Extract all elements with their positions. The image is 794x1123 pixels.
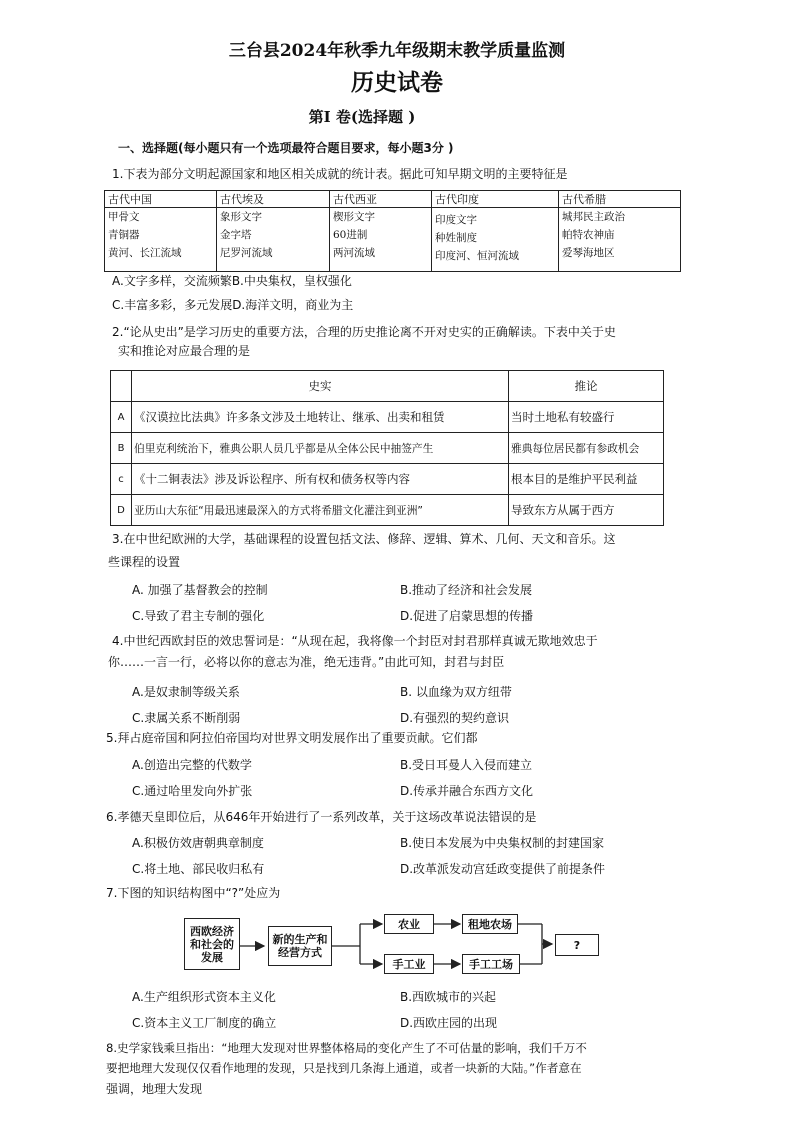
- q6-option-a: A.积极仿效唐朝典章制度: [132, 836, 264, 850]
- table-row: [111, 495, 664, 526]
- subject-title: 历史试卷: [351, 69, 443, 96]
- q7-stem: 7.下图的知识结构图中“?”处应为: [106, 886, 281, 900]
- q1-cell-line: 帕特农神庙: [562, 229, 615, 241]
- q8-stem-line1: 8.史学家钱乘旦指出：“地理大发现对世界整体格局的变化产生了不可估量的影响，我们千万不: [106, 1041, 587, 1055]
- q1-cell: [559, 208, 681, 272]
- q1-header-cell: 古代印度: [432, 191, 559, 208]
- q1-cell-line: 两河流域: [333, 247, 375, 259]
- q4-option-d: D.有强烈的契约意识: [400, 711, 510, 725]
- q5-stem: 5.拜占庭帝国和阿拉伯帝国均对世界文明发展作出了重要贡献。它们都: [106, 731, 478, 745]
- q2-row-fact: 《汉谟拉比法典》许多条文涉及土地转让、继承、出卖和租赁: [132, 402, 509, 433]
- knowledge-structure-diagram: [180, 912, 600, 980]
- q1-cell-line: 种姓制度: [435, 232, 477, 244]
- q4-stem-line2: 你……一言一行，必将以你的意志为准，绝无违背。”由此可知，封君与封臣: [108, 655, 505, 669]
- diagram-box-handicraft: 手工业: [384, 954, 434, 974]
- q1-cell-line: 城邦民主政治: [562, 211, 625, 223]
- q1-cell-line: 黄河、长江流域: [108, 247, 182, 259]
- diagram-box-workshop: 手工工场: [462, 954, 520, 974]
- diagram-box-leased-farm: 租地农场: [462, 914, 518, 934]
- q3-option-a: A. 加强了基督教会的控制: [132, 583, 268, 597]
- q1-header-cell: 古代中国: [105, 191, 217, 208]
- exam-title: 三台县2024年秋季九年级期末教学质量监测: [228, 41, 566, 61]
- q2-table-header-row: [111, 371, 664, 402]
- q7-option-a: A.生产组织形式资本主义化: [132, 990, 276, 1004]
- diagram-box-economy: 西欧经济和社会的发展: [184, 918, 240, 970]
- table-row: [111, 433, 664, 464]
- diagram-box-agriculture: 农业: [384, 914, 434, 934]
- diagram-box-new-methods: 新的生产和经营方式: [268, 926, 332, 966]
- q2-stem-line1: 2.“论从史出”是学习历史的重要方法，合理的历史推论离不开对史实的正确解读。下表中关于史: [112, 325, 616, 339]
- q7-option-d: D.西欧庄园的出现: [400, 1016, 498, 1030]
- q1-cell: [432, 208, 559, 272]
- q2-row-inference: 导致东方从属于西方: [509, 495, 664, 526]
- q1-cell: [217, 208, 330, 272]
- q2-row-inference: 雅典每位居民都有参政机会: [509, 433, 664, 464]
- q1-table: [104, 190, 681, 272]
- q1-header-cell: 古代西亚: [330, 191, 432, 208]
- q1-cell-line: 尼罗河流域: [220, 247, 273, 259]
- q6-option-b: B.使日本发展为中央集权制的封建国家: [400, 836, 605, 850]
- q1-stem: 1.下表为部分文明起源国家和地区相关成就的统计表。据此可知早期文明的主要特征是: [112, 167, 568, 181]
- q1-header-cell: 古代希腊: [559, 191, 681, 208]
- q3-option-d: D.促进了启蒙思想的传播: [400, 609, 534, 623]
- section-heading: 一、选择题(每小题只有一个选项最符合题目要求，每小题3分 ): [118, 141, 454, 155]
- q2-header-inference: 推论: [509, 371, 664, 402]
- part-title: 第I 卷(选择题 ): [308, 108, 416, 126]
- q1-table-header-row: [105, 191, 681, 208]
- q3-option-b: B.推动了经济和社会发展: [400, 583, 533, 597]
- q1-cell-line: 金字塔: [220, 229, 252, 241]
- q8-stem-line3: 强调，地理大发现: [106, 1082, 203, 1096]
- q6-stem: 6.孝德天皇即位后，从646年开始进行了一系列改革，关于这场改革说法错误的是: [106, 810, 537, 824]
- diagram-box-question: ?: [555, 934, 599, 956]
- q8-stem-line2: 要把地理大发现仅仅看作地理的发现，只是找到几条海上通道，或者一块新的大陆。”作者意在: [106, 1061, 582, 1075]
- q2-table: [110, 370, 664, 526]
- q1-cell-line: 印度河、恒河流域: [435, 250, 519, 262]
- table-row: [111, 402, 664, 433]
- q5-option-b: B.受日耳曼人入侵而建立: [400, 758, 533, 772]
- q2-row-label: D: [111, 495, 132, 526]
- q1-cell-line: 印度文字: [435, 214, 477, 226]
- q3-option-c: C.导致了君主专制的强化: [132, 609, 265, 623]
- q1-cell: [105, 208, 217, 272]
- q2-row-fact: 《十二铜表法》涉及诉讼程序、所有权和债务权等内容: [132, 464, 509, 495]
- q3-stem-line2: 些课程的设置: [108, 555, 181, 569]
- q3-stem-line1: 3.在中世纪欧洲的大学，基础课程的设置包括文法、修辞、逻辑、算术、几何、天文和音乐。这: [112, 532, 616, 546]
- q1-header-cell: 古代埃及: [217, 191, 330, 208]
- q2-row-label: c: [111, 464, 132, 495]
- q2-row-label: A: [111, 402, 132, 433]
- q2-row-label: B: [111, 433, 132, 464]
- q5-option-c: C.通过哈里发向外扩张: [132, 784, 253, 798]
- q1-cell-line: 楔形文字: [333, 211, 375, 223]
- table-row: [111, 464, 664, 495]
- q1-cell: [330, 208, 432, 272]
- q4-option-c: C.隶属关系不断削弱: [132, 711, 241, 725]
- q5-option-d: D.传承并融合东西方文化: [400, 784, 534, 798]
- q4-stem-line1: 4.中世纪西欧封臣的效忠誓词是：“从现在起，我将像一个封臣对封君那样真诚无欺地效忠于: [112, 634, 598, 648]
- q2-row-fact: 亚历山大东征“用最迅速最深入的方式将希腊文化灌注到亚洲”: [132, 495, 509, 526]
- q2-header-blank: [111, 371, 132, 402]
- q7-option-b: B.西欧城市的兴起: [400, 990, 497, 1004]
- q2-row-fact: 伯里克利统治下，雅典公职人员几乎都是从全体公民中抽签产生: [132, 433, 509, 464]
- q6-option-d: D.改革派发动宫廷政变提供了前提条件: [400, 862, 606, 876]
- q4-option-b: B. 以血缘为双方纽带: [400, 685, 512, 699]
- q2-stem-line2: 实和推论对应最合理的是: [118, 344, 251, 358]
- q7-option-c: C.资本主义工厂制度的确立: [132, 1016, 277, 1030]
- q2-header-fact: 史实: [132, 371, 509, 402]
- q2-row-inference: 根本目的是维护平民利益: [509, 464, 664, 495]
- q1-cell-line: 甲骨文: [108, 211, 140, 223]
- q1-table-body-row: [105, 208, 681, 272]
- q1-options-ab: A.文字多样，交流频繁B.中央集权，皇权强化: [112, 274, 352, 288]
- q1-cell-line: 爱琴海地区: [562, 247, 615, 259]
- q2-row-inference: 当时土地私有较盛行: [509, 402, 664, 433]
- q4-option-a: A.是奴隶制等级关系: [132, 685, 240, 699]
- q1-cell-line: 青铜器: [108, 229, 140, 241]
- q1-options-cd: C.丰富多彩，多元发展D.海洋文明，商业为主: [112, 298, 354, 312]
- q1-cell-line: 60进制: [333, 229, 368, 241]
- q1-cell-line: 象形文字: [220, 211, 262, 223]
- q5-option-a: A.创造出完整的代数学: [132, 758, 252, 772]
- q6-option-c: C.将土地、部民收归私有: [132, 862, 265, 876]
